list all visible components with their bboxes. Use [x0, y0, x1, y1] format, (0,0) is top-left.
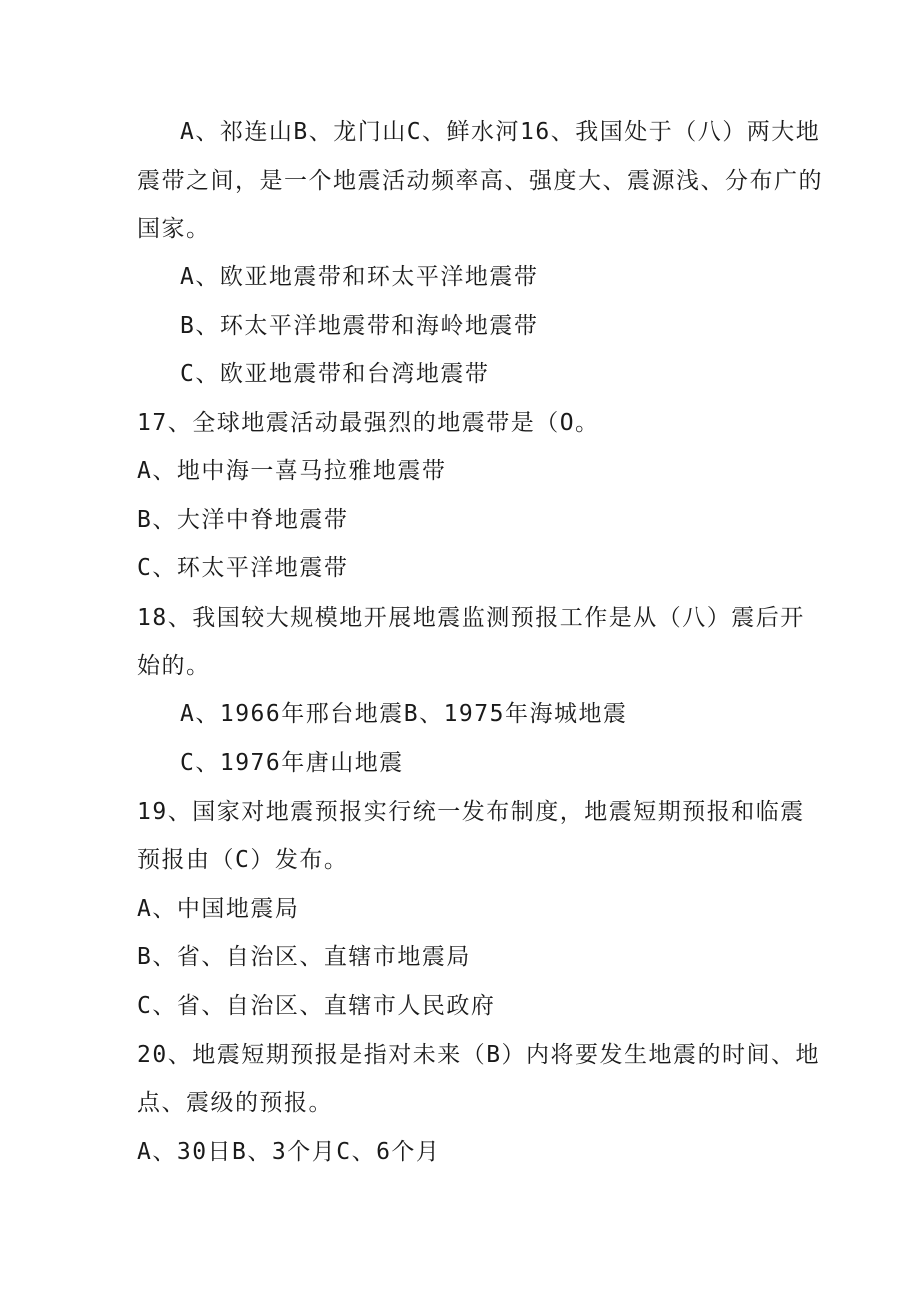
text-line: A、祁连山B、龙门山C、鲜水河16、我国处于（八）两大地 — [180, 119, 821, 145]
text-line: A、地中海一喜马拉雅地震带 — [137, 458, 447, 484]
text-line: 震带之间，是一个地震活动频率高、强度大、震源浅、分布广的 — [137, 168, 823, 194]
text-line: B、环太平洋地震带和海岭地震带 — [180, 313, 539, 339]
text-line: C、省、自治区、直辖市人民政府 — [137, 993, 496, 1019]
text-line: 20、地震短期预报是指对未来（B）内将要发生地震的时间、地 — [137, 1042, 821, 1068]
text-line: A、欧亚地震带和环太平洋地震带 — [180, 264, 539, 290]
text-line: 17、全球地震活动最强烈的地震带是（O。 — [137, 410, 600, 436]
text-line: C、环太平洋地震带 — [137, 555, 349, 581]
text-line: 19、国家对地震预报实行统一发布制度，地震短期预报和临震 — [137, 799, 805, 825]
text-line: C、1976年唐山地震 — [180, 750, 404, 776]
text-line: 始的。 — [137, 653, 211, 679]
text-line: 18、我国较大规模地开展地震监测预报工作是从（八）震后开 — [137, 605, 805, 631]
text-line: 预报由（C）发布。 — [137, 847, 349, 873]
text-line: B、省、自治区、直辖市地震局 — [137, 944, 471, 970]
text-line: A、30日B、3个月C、6个月 — [137, 1139, 441, 1165]
text-line: B、大洋中脊地震带 — [137, 507, 349, 533]
text-line: A、1966年邢台地震B、1975年海城地震 — [180, 701, 628, 727]
text-line: A、中国地震局 — [137, 896, 300, 922]
text-line: 国家。 — [137, 216, 211, 242]
text-line: C、欧亚地震带和台湾地震带 — [180, 361, 490, 387]
text-line: 点、震级的预报。 — [137, 1090, 333, 1116]
